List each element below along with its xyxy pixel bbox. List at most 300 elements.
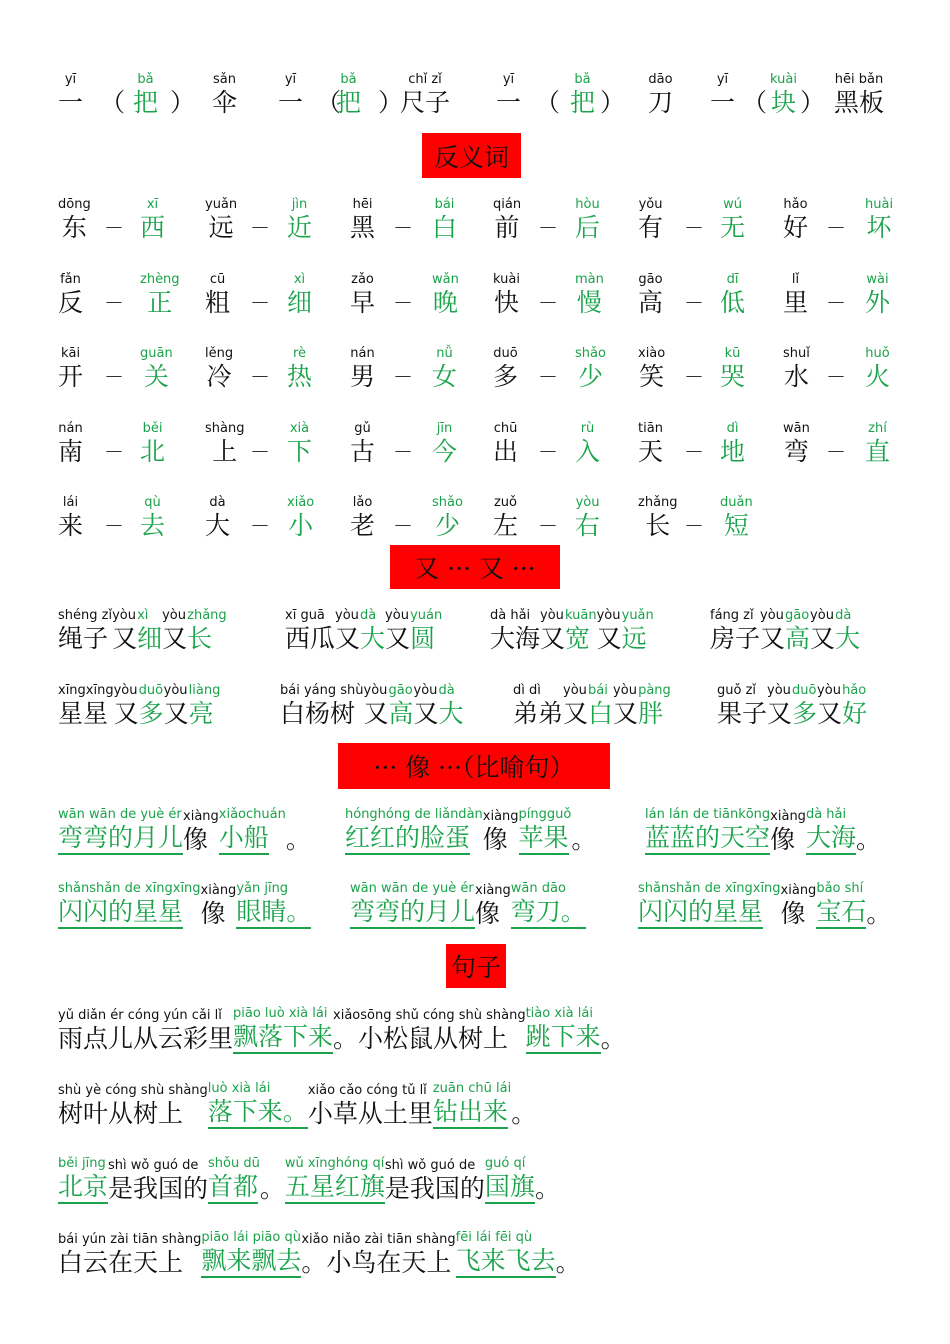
hanzi: 飘落下来 — [233, 1022, 333, 1054]
hanzi: 男 — [350, 362, 376, 391]
antonym-word — [493, 421, 518, 467]
measure-word-unit — [570, 72, 595, 118]
pinyin: dāo — [648, 72, 673, 87]
antonym-opposite — [140, 421, 165, 467]
hanzi: 反 — [58, 288, 84, 317]
phrase-segment — [835, 608, 860, 654]
antonym-opposite — [432, 495, 463, 541]
pinyin: dì dì — [513, 683, 541, 698]
pinyin: yòu — [575, 495, 600, 510]
hanzi: 高 — [388, 699, 414, 728]
phrase — [280, 683, 464, 729]
hanzi: 西瓜 — [285, 624, 336, 653]
hanzi: 热 — [287, 362, 313, 391]
hanzi: 外 — [865, 288, 891, 317]
pinyin — [535, 1158, 539, 1174]
antonym-opposite — [720, 272, 745, 318]
hanzi: 落下来。 — [208, 1097, 308, 1129]
phrase-segment — [513, 683, 563, 729]
pinyin — [856, 809, 860, 825]
phrase-segment — [792, 683, 817, 729]
hanzi: 少 — [577, 362, 603, 391]
hanzi: 像 — [482, 825, 508, 854]
hanzi: 一 — [496, 88, 522, 117]
pinyin: guǒ zǐ — [717, 683, 757, 698]
antonym-opposite — [575, 197, 600, 243]
pinyin: lán lán de tiānkōng — [645, 807, 771, 822]
phrase — [58, 608, 227, 654]
hanzi: 东 — [61, 213, 87, 242]
pinyin: yòu — [760, 608, 784, 623]
pinyin: duō — [792, 683, 817, 698]
hanzi: 又 — [760, 624, 786, 653]
phrase-segment — [439, 683, 464, 729]
antonym-opposite — [140, 272, 180, 318]
antonym-word — [205, 421, 244, 467]
hanzi: 闪闪的星星 — [638, 897, 763, 929]
hanzi: 又 — [810, 624, 836, 653]
phrase-segment — [58, 1156, 108, 1204]
hanzi: 坏 — [866, 213, 892, 242]
pinyin: bái yáng shù — [280, 683, 364, 698]
hanzi: 无 — [720, 213, 746, 242]
phrase-segment — [519, 807, 572, 855]
hanzi: 又 — [767, 699, 793, 728]
phrase — [513, 683, 671, 729]
hanzi: 笑 — [639, 362, 665, 391]
phrase-segment — [385, 608, 410, 654]
pinyin: shuǐ — [783, 346, 810, 361]
pinyin: yòu — [335, 608, 359, 623]
phrase — [490, 608, 654, 654]
hanzi: 火 — [865, 362, 891, 391]
phrase-segment — [162, 608, 187, 654]
pinyin: hòu — [575, 197, 600, 212]
hanzi: 把 — [336, 88, 362, 117]
hanzi: 一 — [278, 88, 304, 117]
hanzi: 入 — [575, 437, 601, 466]
hanzi: 多 — [792, 699, 818, 728]
pinyin: bǎ — [574, 72, 591, 87]
pinyin: dà — [209, 495, 226, 510]
pinyin — [286, 809, 290, 825]
hanzi: 低 — [720, 288, 746, 317]
phrase-segment — [806, 807, 856, 855]
hanzi: 蓝蓝的天空 — [645, 823, 770, 855]
pinyin: gāo — [388, 683, 413, 698]
pinyin: liàng — [188, 683, 221, 698]
antonym-opposite — [432, 346, 457, 392]
pinyin: rè — [292, 346, 307, 361]
hanzi: 是我国的 — [108, 1174, 209, 1203]
banner-you-you: 又 ··· 又 ··· — [390, 545, 560, 589]
pinyin: fǎn — [60, 272, 81, 287]
pinyin: jìn — [291, 197, 308, 212]
phrase-segment — [717, 683, 767, 729]
paren-close: ） — [600, 88, 626, 117]
pinyin: yuán — [410, 608, 443, 623]
dash-separator: － — [684, 440, 704, 464]
hanzi: 宝石 — [816, 897, 866, 929]
pinyin: wān wān de yuè ér — [350, 881, 474, 896]
hanzi: 黑 — [350, 213, 376, 242]
hanzi: 像 — [183, 825, 209, 854]
hanzi: 一 — [58, 88, 84, 117]
hanzi: 北 — [140, 437, 166, 466]
hanzi: 白 — [588, 699, 614, 728]
antonym-opposite — [140, 197, 165, 243]
hanzi: 国旗 — [485, 1172, 535, 1204]
hanzi: 。 — [285, 825, 311, 854]
phrase — [58, 881, 311, 929]
dash-separator: － — [393, 365, 413, 389]
phrase-segment — [233, 1006, 333, 1054]
pinyin: bái — [588, 683, 608, 698]
hanzi: 好 — [842, 699, 868, 728]
hanzi: 飞来飞去 — [456, 1246, 556, 1278]
hanzi: 果子 — [717, 699, 768, 728]
hanzi: 大 — [438, 699, 464, 728]
pinyin: xī guā — [285, 608, 325, 623]
pinyin: yòu — [113, 683, 138, 698]
dash-separator: － — [826, 365, 846, 389]
antonym-opposite — [432, 272, 459, 318]
pinyin: fēi lái fēi qù — [455, 1230, 533, 1245]
pinyin: xiǎochuán — [218, 807, 286, 822]
phrase — [345, 807, 596, 855]
hanzi: 又 — [413, 699, 439, 728]
pinyin: yòu — [817, 683, 841, 698]
hanzi: 树叶从树上 — [58, 1099, 184, 1128]
antonym-word — [638, 495, 678, 541]
dash-separator: － — [684, 365, 704, 389]
hanzi: 远 — [208, 213, 234, 242]
antonym-word — [638, 272, 663, 318]
hanzi: 胖 — [638, 699, 664, 728]
pinyin: pàng — [638, 683, 671, 698]
hanzi: 地 — [720, 437, 746, 466]
pinyin: duō — [138, 683, 164, 698]
phrase-segment — [308, 1083, 433, 1129]
measure-word-unit — [278, 72, 303, 118]
antonym-opposite — [575, 346, 606, 392]
pinyin — [556, 1232, 560, 1248]
pinyin: shǒu dū — [208, 1156, 260, 1171]
hanzi: 前 — [494, 213, 520, 242]
phrase — [58, 1081, 536, 1129]
hanzi: 小 — [288, 511, 314, 540]
hanzi: 又 — [112, 624, 138, 653]
pinyin: shéng zǐ — [58, 608, 113, 623]
dash-separator: － — [104, 365, 124, 389]
phrase — [58, 1156, 560, 1204]
antonym-opposite — [287, 421, 312, 467]
antonym-word — [638, 421, 663, 467]
pinyin: kū — [724, 346, 741, 361]
phrase-segment — [219, 807, 286, 855]
dash-separator: － — [684, 216, 704, 240]
hanzi: 大海 — [806, 823, 856, 855]
phrase-segment — [456, 1230, 556, 1278]
hanzi: 长 — [645, 511, 671, 540]
antonym-opposite — [865, 197, 893, 243]
phrase-segment — [526, 1006, 601, 1054]
pinyin: nán — [350, 346, 375, 361]
pinyin: guān — [140, 346, 173, 361]
hanzi: 圆 — [410, 624, 436, 653]
hanzi: 粗 — [205, 288, 231, 317]
pinyin: wān dāo — [510, 881, 566, 896]
antonym-word — [350, 495, 375, 541]
hanzi: 小船 — [219, 823, 269, 855]
phrase-segment — [187, 608, 227, 654]
phrase-segment — [108, 1158, 208, 1204]
pinyin: yǎn jīng — [236, 881, 289, 896]
phrase-segment — [622, 608, 654, 654]
phrase-segment — [280, 683, 364, 729]
antonym-word — [350, 346, 375, 392]
hanzi: 多 — [138, 699, 164, 728]
phrase-segment — [638, 881, 781, 929]
pinyin: běi jīng — [58, 1156, 106, 1171]
hanzi: 南 — [58, 437, 84, 466]
pinyin: xīngxīng — [58, 683, 114, 698]
phrase-segment — [189, 683, 221, 729]
dash-separator: － — [538, 514, 558, 538]
hanzi: 好 — [783, 213, 809, 242]
pinyin: tiào xià lái — [525, 1006, 593, 1021]
pinyin: píngguǒ — [518, 807, 572, 822]
pinyin: yòu — [413, 683, 438, 698]
measure-word-unit — [133, 72, 158, 118]
hanzi: 高 — [785, 624, 811, 653]
phrase-segment — [856, 809, 881, 855]
hanzi: 钻出来 — [433, 1097, 508, 1129]
hanzi: 大 — [205, 511, 231, 540]
antonym-word — [493, 272, 520, 318]
pinyin: xiào — [638, 346, 666, 361]
hanzi: 又 — [385, 624, 411, 653]
antonym-word — [205, 272, 230, 318]
pinyin — [511, 1083, 515, 1099]
hanzi: 去 — [140, 511, 166, 540]
hanzi: 伞 — [212, 88, 238, 117]
pinyin: zhèng — [140, 272, 180, 287]
phrase-segment — [770, 809, 806, 855]
pinyin: shǎnshǎn de xīngxīng — [638, 881, 781, 896]
phrase-segment — [535, 1158, 560, 1204]
phrase-segment — [260, 1158, 285, 1204]
hanzi: 西 — [140, 213, 166, 242]
phrase-segment — [810, 608, 835, 654]
phrase-segment — [139, 683, 164, 729]
pinyin: bái — [434, 197, 455, 212]
hanzi: 正 — [147, 288, 173, 317]
dash-separator: － — [684, 291, 704, 315]
dash-separator: － — [538, 216, 558, 240]
pinyin: yuǎn — [205, 197, 238, 212]
banner-simile: ··· 像 ···（比喻句） — [338, 743, 610, 789]
dash-separator: － — [393, 440, 413, 464]
phrase-segment — [638, 683, 671, 729]
hanzi: 又 — [563, 699, 589, 728]
antonym-opposite — [287, 495, 314, 541]
hanzi: 近 — [287, 213, 313, 242]
phrase-segment — [286, 809, 311, 855]
pinyin — [601, 1008, 605, 1024]
phrase-segment — [490, 608, 540, 654]
pinyin: yī — [284, 72, 297, 87]
antonym-opposite — [720, 197, 745, 243]
hanzi: 白云在天上 — [58, 1248, 184, 1277]
phrase — [350, 881, 586, 929]
pinyin: qù — [144, 495, 161, 510]
measure-word-unit — [834, 72, 884, 118]
phrase-segment — [511, 1083, 536, 1129]
hanzi: 白杨树 — [280, 699, 356, 728]
pinyin — [260, 1158, 264, 1174]
pinyin: yòu — [810, 608, 834, 623]
pinyin: shǎo — [432, 495, 463, 510]
paren-open: （ — [316, 88, 342, 117]
banner-sentences: 句子 — [446, 944, 506, 988]
pinyin: yòu — [563, 683, 587, 698]
pinyin: nán — [58, 421, 83, 436]
antonym-word — [58, 197, 91, 243]
phrase-segment — [112, 608, 137, 654]
phrase — [58, 683, 220, 729]
hanzi: 眼睛。 — [236, 897, 311, 929]
phrase-segment — [58, 1008, 233, 1054]
antonym-opposite — [287, 197, 312, 243]
phrase-segment — [345, 807, 483, 855]
antonym-word — [783, 197, 808, 243]
pinyin: màn — [575, 272, 604, 287]
hanzi: 北京 — [58, 1172, 108, 1204]
antonym-word — [58, 495, 83, 541]
pinyin: kuài — [493, 272, 520, 287]
phrase-segment — [58, 807, 183, 855]
dash-separator: － — [393, 514, 413, 538]
phrase-segment — [597, 608, 622, 654]
antonym-word — [205, 197, 237, 243]
antonym-word — [493, 197, 521, 243]
phrase-segment — [781, 883, 817, 929]
hanzi: 像 — [770, 825, 796, 854]
dash-separator: － — [826, 291, 846, 315]
pinyin: qián — [493, 197, 522, 212]
phrase-segment — [201, 1230, 301, 1278]
hanzi: 小草从土里 — [307, 1099, 433, 1128]
pinyin: yī — [716, 72, 729, 87]
pinyin: yòu — [363, 683, 388, 698]
pinyin: xiàng — [183, 809, 219, 824]
hanzi: 像 — [200, 899, 226, 928]
pinyin: zuǒ — [493, 495, 518, 510]
phrase-segment — [816, 881, 866, 929]
pinyin: piāo luò xià lái — [233, 1006, 328, 1021]
dash-separator: － — [393, 291, 413, 315]
pinyin — [866, 883, 870, 899]
dash-separator: － — [104, 291, 124, 315]
pinyin: jīn — [436, 421, 453, 436]
phrase-segment — [333, 1008, 526, 1054]
pinyin: gǔ — [354, 421, 371, 436]
phrase-segment — [540, 608, 565, 654]
pinyin: xì — [293, 272, 306, 287]
antonym-word — [58, 272, 83, 318]
hanzi: 长 — [187, 624, 213, 653]
hanzi: 少 — [434, 511, 460, 540]
phrase-segment — [645, 807, 770, 855]
dash-separator: － — [250, 291, 270, 315]
phrase — [717, 683, 867, 729]
pinyin: dà hǎi — [490, 608, 531, 623]
phrase-segment — [710, 608, 760, 654]
antonym-word — [638, 197, 663, 243]
antonym-word — [58, 421, 83, 467]
hanzi: 又 — [163, 699, 189, 728]
pinyin: wú — [723, 197, 742, 212]
phrase-segment — [414, 683, 439, 729]
pinyin: xiàng — [780, 883, 817, 898]
antonym-word — [783, 421, 810, 467]
paren-close: ） — [378, 88, 404, 117]
pinyin: duǎn — [720, 495, 753, 510]
hanzi: 五星红旗 — [285, 1172, 385, 1204]
hanzi: 弯弯的月儿 — [58, 823, 183, 855]
pinyin: yòu — [596, 608, 621, 623]
hanzi: 黑板 — [834, 88, 885, 117]
hanzi: 今 — [432, 437, 458, 466]
pinyin: yī — [64, 72, 77, 87]
dash-separator: － — [826, 440, 846, 464]
dash-separator: － — [104, 440, 124, 464]
dash-separator: － — [250, 365, 270, 389]
pinyin: wǔ xīnghóng qí — [284, 1156, 385, 1171]
pinyin: dōng — [58, 197, 91, 212]
hanzi: 左 — [493, 511, 519, 540]
measure-word-unit — [710, 72, 735, 118]
pinyin: dī — [726, 272, 739, 287]
hanzi: 早 — [350, 288, 376, 317]
phrase-segment — [58, 608, 112, 654]
pinyin: běi — [142, 421, 163, 436]
pinyin: zǎo — [351, 272, 374, 287]
pinyin: yuǎn — [621, 608, 654, 623]
hanzi: 飘来飘去 — [201, 1246, 301, 1278]
hanzi: 开 — [58, 362, 84, 391]
hanzi: 。 — [259, 1174, 285, 1203]
hanzi: 大海 — [490, 624, 541, 653]
paren-open: （ — [535, 88, 561, 117]
measure-word-unit — [770, 72, 797, 118]
hanzi: 。 — [866, 899, 892, 928]
banner-antonyms: 反义词 — [422, 133, 521, 178]
phrase-segment — [785, 608, 810, 654]
pinyin: huǒ — [865, 346, 890, 361]
hanzi: 又 — [817, 699, 843, 728]
phrase-segment — [817, 683, 842, 729]
pinyin: xiǎo cǎo cóng tǔ lǐ — [307, 1083, 427, 1098]
hanzi: 跳下来 — [526, 1022, 601, 1054]
pinyin: shǎnshǎn de xīngxīng — [58, 881, 201, 896]
hanzi: 一 — [710, 88, 736, 117]
hanzi: 老 — [350, 511, 376, 540]
hanzi: 像 — [780, 899, 806, 928]
pinyin: yòu — [163, 683, 188, 698]
pinyin: lái — [62, 495, 79, 510]
